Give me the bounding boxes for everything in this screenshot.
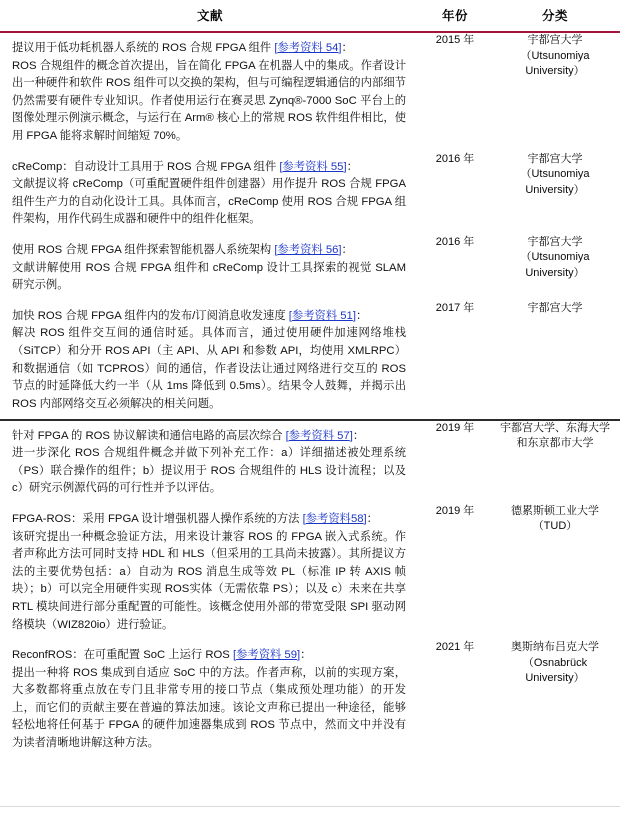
document-title: 使用 ROS 合规 FPGA 组件探索智能机器人系统架构 [参考资料 56]： (12, 243, 353, 256)
document-body: 该研究提出一种概念验证方法，用来设计兼容 ROS 的 FPGA 嵌入式系统。作者声称此方法可同时支持 HDL 和 HLS（但采用的工具尚未披露）。其所提议方法的主要优势包括：a）自动为 ROS 消息生成等效 PL（标准 IP 转 AXIS 帧块）；b）可以完全用硬件实现 ROS实体（无需依靠 PS）；以及 c）未来在共享 RTL 模块间进行部分重配置的可能性。该概念使用外部的带宽受限 SPI 驱动网络模块（WIZ820io）进行验证。 (12, 530, 406, 631)
document-title: cReComp：自动设计工具用于 ROS 合规 FPGA 组件 [参考资料 55]： (12, 160, 358, 173)
table-header-row (0, 0, 620, 32)
table-row (0, 504, 620, 640)
reference-link[interactable]: [参考资料 59] (232, 649, 301, 662)
document-cell (0, 504, 420, 640)
category-name-cn: 宇都宫大学 (527, 301, 583, 314)
category-name-cn: 奥斯纳布吕克大学 (511, 641, 599, 654)
document-body: 进一步深化 ROS 合规组件概念并做下列补充工作：a）详细描述被处理系统（PS）联合操作的组件；b）提议用于 ROS 合规组件的 HLS 设计流程；以及 c）研究示例源代码的可行性并予以评估。 (12, 447, 406, 495)
document-cell (0, 421, 420, 504)
document-cell (0, 32, 420, 152)
table-header (0, 0, 620, 32)
table-row (0, 235, 620, 301)
column-header-category: 分类 (541, 9, 568, 23)
document-body: 解决 ROS 组件交互间的通信时延。具体而言，通过使用硬件加速网络堆栈（SiTCP）和分开 ROS API（主 API、从 API 和参数 API，均使用 XMLRPC）和数据通信（如 TCPROS）间的通信，作者设法让通过网络进行交互的 ROS 节点的时延降低大约一半（从 1ms 降低到 0.5ms）。结果令人鼓舞，并揭示出 ROS 内部网络交互必须解决的相关问题。 (12, 327, 406, 410)
reference-link[interactable]: [参考资料 57] (285, 429, 353, 442)
document-body: 文献提议将 cReComp（可重配置硬件组件创建器）用作提升 ROS 合规 FPGA 组件生产力的自动化设计工具。具体而言，cReComp 使用 ROS 合规 FPGA 组件架构，用作代码生成器和硬件中的组件化框架。 (12, 178, 406, 226)
column-header-document: 文献 (196, 9, 223, 23)
category-cell (490, 301, 620, 420)
category-name-en: （Osnabrück University） (522, 656, 588, 685)
category-cell (490, 32, 620, 152)
category-name-en: （Utsunomiya University） (520, 168, 590, 196)
category-cell (490, 640, 620, 759)
document-body: 提出一种将 ROS 集成到自适应 SoC 中的方法。作者声称，以前的实现方案，大多数都将重点放在专门且非常专用的接口节点（集成预处理功能）的开发上，而它们的贡献主要在普遍的算法加速。该论文声称已提出一种途径，能够轻松地将任何基于 FPGA 的硬件加速器集成到 ROS 节点中，然而文中并没有为读者清晰地讲解这种方法。 (12, 666, 406, 750)
year-cell: 2016 年 (435, 235, 475, 248)
document-text (12, 40, 406, 146)
reference-link[interactable]: [参考资料 51] (288, 309, 356, 322)
document-title: 加快 ROS 合规 FPGA 组件内的发布/订阅消息收发速度 [参考资料 51]： (12, 309, 368, 322)
category-name-cn: 宇都宫大学、东海大学和东京都市大学 (500, 421, 610, 450)
category-name-cn: 宇都宫大学 (527, 235, 583, 248)
page-bottom-rule (0, 806, 620, 807)
category-cell (490, 504, 620, 640)
document-text (12, 647, 406, 753)
year-cell: 2019 年 (435, 504, 475, 517)
document-title: 提议用于低功耗机器人系统的 ROS 合规 FPGA 组件 [参考资料 54]： (12, 42, 353, 54)
table-row (0, 152, 620, 235)
document-text (12, 159, 406, 229)
year-cell: 2021 年 (435, 641, 475, 654)
document-cell (0, 235, 420, 301)
reference-link[interactable]: [参考资料58] (302, 512, 367, 525)
category-cell (490, 152, 620, 235)
category-name-en: （Utsunomiya University） (520, 251, 590, 279)
category-name-cn: 宇都宫大学 (527, 34, 583, 46)
year-cell: 2015 年 (435, 34, 475, 46)
reference-link[interactable]: [参考资料 56] (274, 243, 342, 256)
document-title: 针对 FPGA 的 ROS 协议解读和通信电路的高层次综合 [参考资料 57]： (12, 429, 365, 442)
document-title: FPGA-ROS：采用 FPGA 设计增强机器人操作系统的方法 [参考资料58]： (12, 512, 378, 525)
document-text (12, 242, 406, 295)
document-title: ReconfROS：在可重配置 SoC 上运行 ROS [参考资料 59]： (12, 649, 312, 662)
category-cell (490, 235, 620, 301)
year-cell: 2019 年 (435, 421, 475, 434)
document-text (12, 428, 406, 498)
category-name-en: （Utsunomiya University） (520, 49, 590, 77)
document-cell (0, 640, 420, 759)
document-body: ROS 合规组件的概念首次提出，旨在简化 FPGA 在机器人中的集成。作者设计出一种硬件和软件 ROS 组件可以交换的架构，但与可编程逻辑通信的内部细节仍然需要有硬件专业知识。作者使用运行在赛灵思 Zynq®-7000 SoC 平台上的图像处理示例演示概念，与运行在 Arm® 核心上的常规 ROS 软件组件相比，使用 FPGA 能将求解时间缩短 70%。 (12, 59, 406, 142)
document-cell (0, 152, 420, 235)
category-cell (490, 421, 620, 504)
reference-link[interactable]: [参考资料 55] (279, 160, 347, 173)
category-name-cn: 宇都宫大学 (527, 152, 583, 165)
table-row (0, 32, 620, 152)
document-cell (0, 301, 420, 420)
table-row (0, 421, 620, 504)
category-name-cn: 德累斯顿工业大学（TUD） (511, 504, 599, 533)
document-body: 文献讲解使用 ROS 合规 FPGA 组件和 cReComp 设计工具探索的视觉 SLAM 研究示例。 (12, 261, 406, 292)
table-row (0, 640, 620, 759)
reference-link[interactable]: [参考资料 54] (274, 42, 342, 54)
table-body (0, 32, 620, 759)
table-row (0, 301, 620, 420)
document-text (12, 308, 406, 414)
year-cell: 2016 年 (435, 152, 475, 165)
document-text (12, 511, 406, 634)
column-header-year: 年份 (441, 9, 468, 23)
year-cell: 2017 年 (435, 301, 475, 314)
